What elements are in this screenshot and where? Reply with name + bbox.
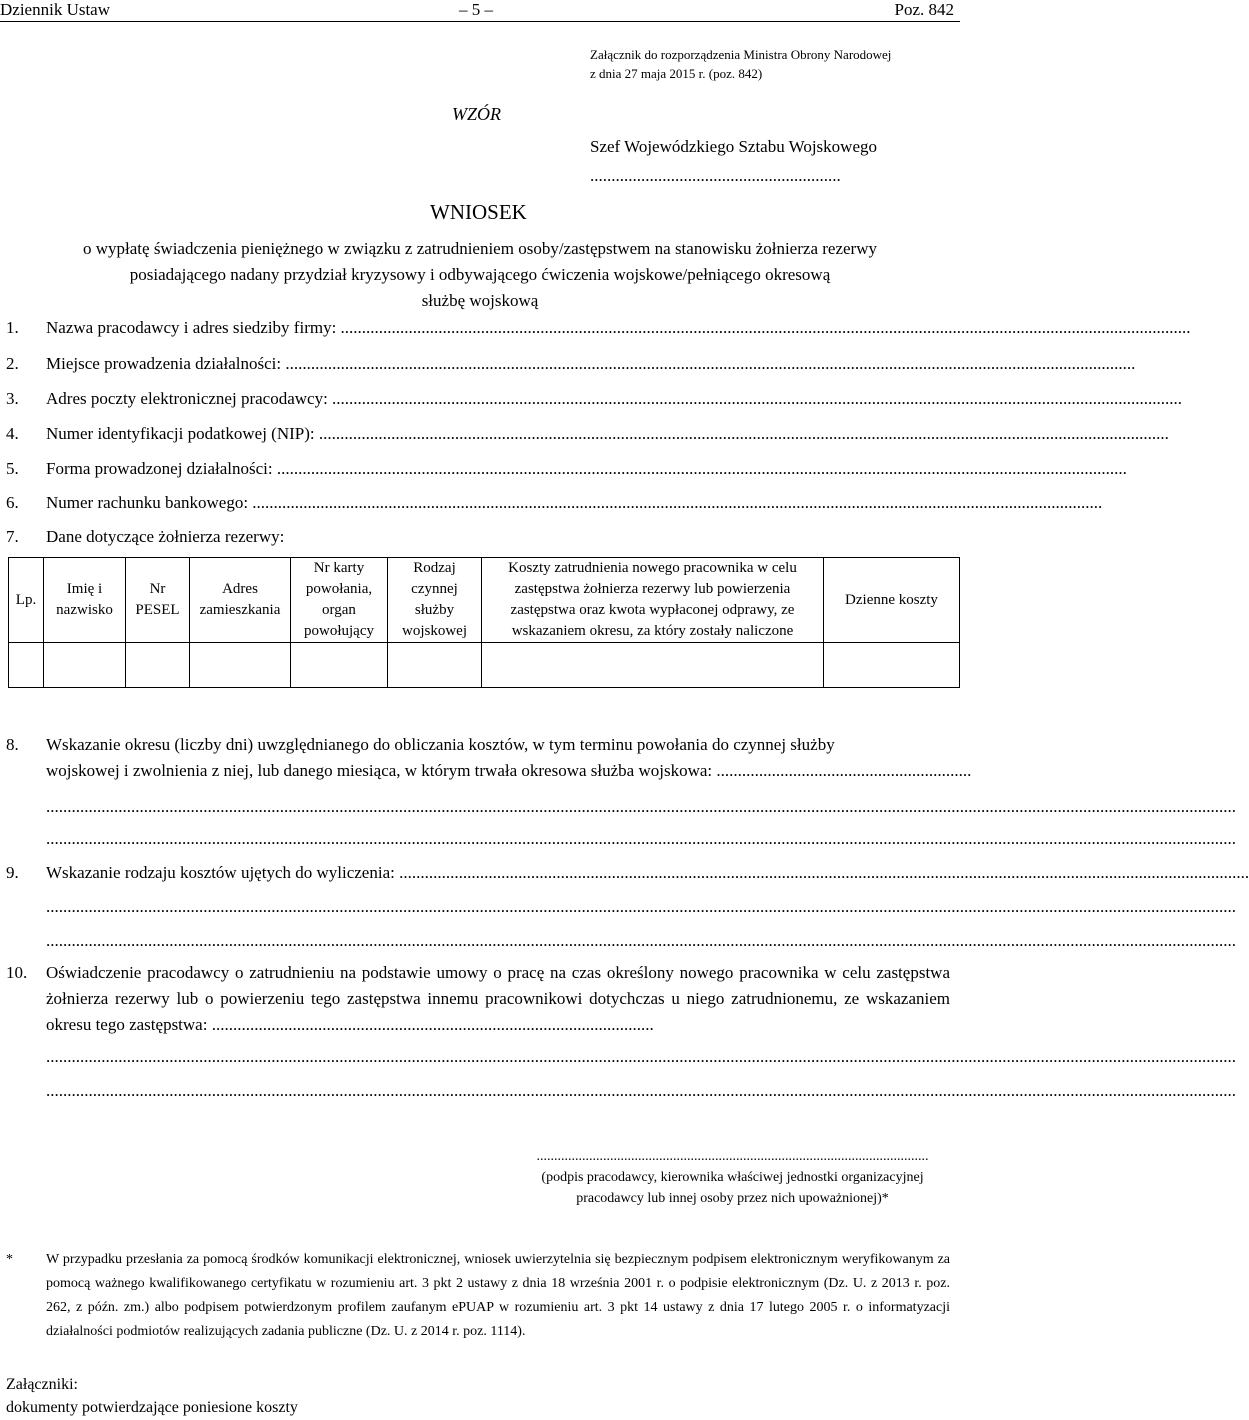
page-number: – 5 – bbox=[459, 0, 493, 19]
field-statement-text: Oświadczenie pracodawcy o zatrudnieniu na podstawie umowy o pracę na czas określony nowego pracownika w celu zastępstwa żołnierza rezerwy lub o powierzeniu tego zastępstwa innemu pracownikowi dotychczas u niego zatrudnionemu, ze wskazaniem okresu tego zastępstwa: ........................................................................................................ bbox=[46, 963, 950, 1034]
column-header-pesel: Nr PESEL bbox=[126, 558, 190, 643]
annex-line-1: Załącznik do rozporządzenia Ministra Obrony Narodowej bbox=[590, 47, 892, 62]
field-period[interactable] bbox=[6, 732, 950, 758]
column-header-card: Nr karty powołania, organ powołujący bbox=[291, 558, 388, 643]
field-statement-continuation[interactable]: ........................................................................................................................................................................................................................................................................................ bbox=[46, 1081, 1236, 1100]
field-employer-statement[interactable] bbox=[6, 960, 950, 1038]
field-number: 2. bbox=[6, 354, 19, 373]
table-cell[interactable] bbox=[9, 643, 44, 688]
column-header-lp: Lp. bbox=[9, 558, 44, 643]
table-cell[interactable] bbox=[44, 643, 126, 688]
field-number: 4. bbox=[6, 424, 19, 443]
field-period-continuation[interactable]: ........................................................................................................................................................................................................................................................................................ bbox=[46, 797, 1236, 816]
footnote-text: W przypadku przesłania za pomocą środków komunikacji elektronicznej, wniosek uwierzytelnia się bezpiecznym podpisem elektronicznym weryfikowanym za pomocą ważnego kwalifikowanego certyfikatu w rozumieniu art. 3 pkt 2 ustawy z dnia 18 września 2001 r. o podpisie elektronicznym (Dz. U. z 2013 r. poz. 262, z późn. zm.) albo podpisem potwierdzonym profilem zaufanym ePUAP w rozumieniu art. 3 pkt 14 ustawy z dnia 17 lutego 2005 r. o informatyzacji działalności podmiotów realizujących zadania publiczne (Dz. U. z 2014 r. poz. 1114). bbox=[46, 1252, 950, 1339]
signature-area bbox=[510, 1146, 955, 1209]
section-reservist-data bbox=[6, 524, 950, 550]
column-header-costs: Koszty zatrudnienia nowego pracownika w celu zastępstwa żołnierza rezerwy lub powierzenia zastępstwa oraz kwota wypłaconej odprawy, ze wskazaniem okresu, za który zostały naliczone bbox=[482, 558, 824, 643]
header-divider bbox=[0, 21, 960, 22]
field-business-form[interactable] bbox=[6, 456, 1127, 482]
field-label: Forma prowadzonej działalności: ........................................................................................................................................................................................................ bbox=[46, 459, 1127, 478]
subject-line-1: o wypłatę świadczenia pieniężnego w związku z zatrudnieniem osoby/zastępstwem na stanowisku żołnierza rezerwy bbox=[83, 239, 877, 258]
field-number: 9. bbox=[6, 863, 19, 882]
field-label: Nazwa pracodawcy i adres siedziby firmy: ........................................................................................................................................................................................................ bbox=[46, 318, 1191, 337]
field-number: 5. bbox=[6, 459, 19, 478]
field-number: 1. bbox=[6, 318, 19, 337]
field-number: 3. bbox=[6, 389, 19, 408]
field-bank-account[interactable] bbox=[6, 490, 1103, 516]
field-number: 7. bbox=[6, 527, 19, 546]
field-number: 10. bbox=[6, 963, 28, 982]
field-number: 6. bbox=[6, 493, 19, 512]
field-period-continuation[interactable]: ........................................................................................................................................................................................................................................................................................ bbox=[46, 829, 1236, 848]
attachments-value: dokumenty potwierdzające poniesione koszty bbox=[6, 1399, 298, 1416]
table-cell[interactable] bbox=[824, 643, 960, 688]
column-header-service-type: Rodzaj czynnej służby wojskowej bbox=[388, 558, 482, 643]
table-cell[interactable] bbox=[291, 643, 388, 688]
template-label: WZÓR bbox=[452, 104, 501, 124]
field-number: 8. bbox=[6, 735, 19, 754]
table-cell[interactable] bbox=[388, 643, 482, 688]
column-header-address: Adres zamieszkania bbox=[190, 558, 291, 643]
field-email[interactable] bbox=[6, 386, 1183, 412]
annex-line-2: z dnia 27 maja 2015 r. (poz. 842) bbox=[590, 66, 763, 81]
field-cost-types-continuation[interactable]: ........................................................................................................................................................................................................................................................................................ bbox=[46, 897, 1236, 916]
subject-line-2: posiadającego nadany przydział kryzysowy i odbywającego ćwiczenia wojskowe/pełniącego okresową bbox=[129, 265, 831, 284]
form-subject bbox=[0, 236, 960, 314]
table-cell[interactable] bbox=[482, 643, 824, 688]
table-row[interactable] bbox=[9, 643, 960, 688]
attachments-label: Załączniki: bbox=[6, 1376, 78, 1393]
field-cost-types[interactable] bbox=[6, 860, 1249, 886]
signature-caption-line-2: pracodawcy lub innej osoby przez nich upoważnionej)* bbox=[576, 1191, 889, 1206]
addressee-title: Szef Wojewódzkiego Sztabu Wojskowego bbox=[590, 137, 877, 156]
journal-title: Dziennik Ustaw bbox=[0, 0, 111, 19]
field-label: Numer rachunku bankowego: ........................................................................................................................................................................................................ bbox=[46, 493, 1103, 512]
field-nip[interactable] bbox=[6, 421, 1169, 447]
form-title: WNIOSEK bbox=[430, 200, 527, 224]
table-cell[interactable] bbox=[126, 643, 190, 688]
field-employer-name[interactable] bbox=[6, 315, 1191, 341]
footnote-mark: * bbox=[6, 1252, 13, 1267]
table-header-row bbox=[9, 558, 960, 643]
column-header-name: Imię i nazwisko bbox=[44, 558, 126, 643]
field-label: Dane dotyczące żołnierza rezerwy: bbox=[46, 527, 285, 546]
field-statement-continuation[interactable]: ........................................................................................................................................................................................................................................................................................ bbox=[46, 1047, 1236, 1066]
field-cost-types-continuation[interactable]: ........................................................................................................................................................................................................................................................................................ bbox=[46, 931, 1236, 950]
subject-line-3: służbę wojskową bbox=[421, 291, 539, 310]
field-label: Wskazanie rodzaju kosztów ujętych do wyliczenia: ........................................................................................................................................................................................................ bbox=[46, 863, 1249, 882]
reservist-costs-table bbox=[8, 557, 960, 688]
field-period-line-2: wojskowej i zwolnienia z niej, lub danego miesiąca, w którym trwała okresowa służba wojskowa: ............................................................ bbox=[46, 761, 972, 780]
column-header-daily-costs: Dzienne koszty bbox=[824, 558, 960, 643]
field-label-line-1: Wskazanie okresu (liczby dni) uwzględnianego do obliczania kosztów, w tym terminu powołania do czynnej służby bbox=[46, 735, 835, 754]
table-cell[interactable] bbox=[190, 643, 291, 688]
field-label: Miejsce prowadzenia działalności: ........................................................................................................................................................................................................ bbox=[46, 354, 1136, 373]
position-number: Poz. 842 bbox=[894, 0, 954, 19]
annex-note bbox=[590, 45, 891, 83]
addressee-field[interactable]: ........................................................... bbox=[590, 166, 841, 185]
field-business-location[interactable] bbox=[6, 351, 1136, 377]
signature-caption-line-1: (podpis pracodawcy, kierownika właściwej jednostki organizacyjnej bbox=[541, 1170, 924, 1185]
field-label: Adres poczty elektronicznej pracodawcy: ........................................................................................................................................................................................................ bbox=[46, 389, 1183, 408]
signature-field[interactable]: ................................................................................................................ bbox=[536, 1149, 929, 1164]
field-label: Numer identyfikacji podatkowej (NIP): ........................................................................................................................................................................................................ bbox=[46, 424, 1169, 443]
footnote bbox=[6, 1248, 950, 1344]
